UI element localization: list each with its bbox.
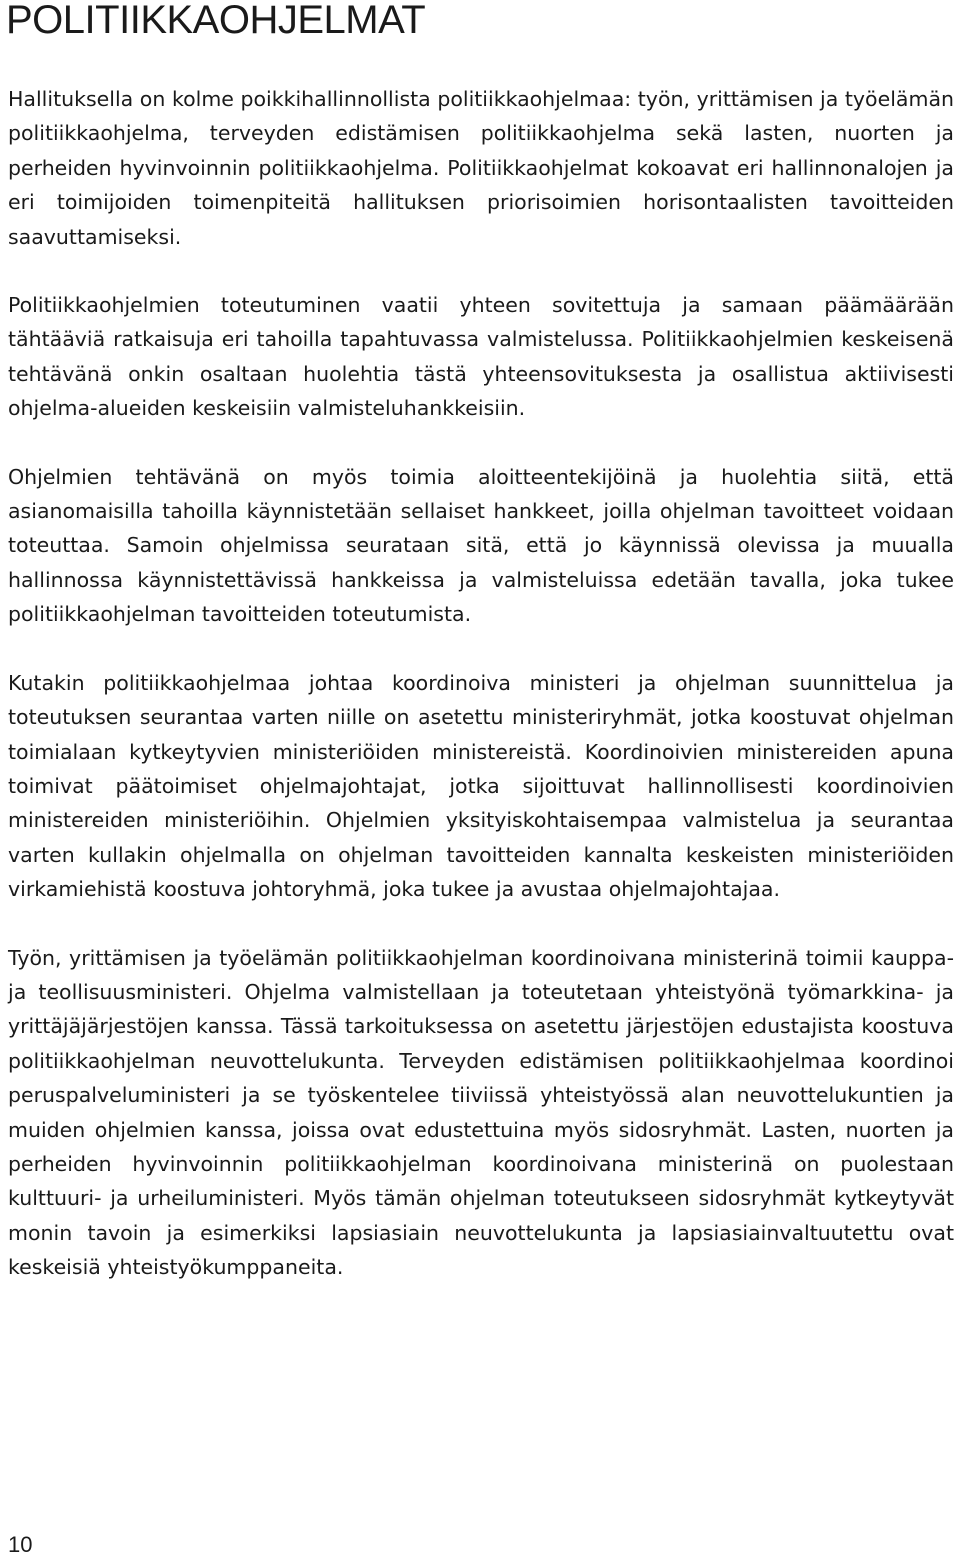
paragraph-5: Työn, yrittämisen ja työelämän politiikkaohjelman koordinoivana ministerinä toimii kauppa- ja teollisuusministeri. Ohjelma valmistellaan ja toteutetaan yhteistyönä työmarkkina- ja yrittäjäjärjestöjen kanssa. Tässä tarkoituksessa on asetettu järjestöjen edustajista koostuva politiikkaohjelman neuvottelukunta. Terveyden edistämisen politiikkaohjelmaa koordinoi peruspalveluministeri ja se työskentelee tiiviissä yhteistyössä alan neuvottelukuntien ja muiden ohjelmien kanssa, joissa ovat edustettuina myös sidosryhmät. Lasten, nuorten ja perheiden hyvinvoinnin politiikkaohjelman koordinoivana ministerinä on puolestaan kulttuuri- ja urheiluministeri. Myös tämän ohjelman toteutukseen sidosryhmät kytkeytyvät monin tavoin ja esimerkiksi lapsiasiain neuvottelukunta ja lapsiasiainvaltuutettu ovat keskeisiä yhteistyökumppaneita.	[8, 945, 954, 1280]
page-number: 10	[8, 1532, 33, 1557]
page-title: POLITIIKKAOHJELMAT	[6, 0, 426, 42]
paragraph-4: Kutakin politiikkaohjelmaa johtaa koordinoiva ministeri ja ohjelman suunnittelua ja toteutuksen seurantaa varten niille on asetettu ministeriryhmät, jotka koostuvat ohjelman toimialaan kytkeytyvien ministeriöiden ministereistä. Koordinoivien ministereiden apuna toimivat päätoimiset ohjelmajohtajat, jotka sijoittuvat hallinnollisesti koordinoivien ministereiden ministeriöihin. Ohjelmien yksityiskohtaisempaa valmistelua ja seurantaa varten kullakin ohjelmalla on ohjelman tavoitteiden kannalta keskeisten ministeriöiden virkamiehistä koostuva johtoryhmä, joka tukee ja avustaa ohjelmajohtajaa.	[8, 670, 954, 902]
paragraph-1: Hallituksella on kolme poikkihallinnollista politiikkaohjelmaa: työn, yrittämisen ja työelämän politiikkaohjelma, terveyden edistämisen politiikkaohjelma sekä lasten, nuorten ja perheiden hyvinvoinnin politiikkaohjelma. Politiikkaohjelmat kokoavat eri hallinnonalojen ja eri toimijoiden toimenpiteitä hallituksen priorisoimien horisontaalisten tavoitteiden saavuttamiseksi.	[8, 87, 954, 249]
paragraph-3: Ohjelmien tehtävänä on myös toimia aloitteentekijöinä ja huolehtia siitä, että asianomaisilla tahoilla käynnistetään sellaiset hankkeet, joilla ohjelman tavoitteet voidaan toteuttaa. Samoin ohjelmissa seurataan sitä, että jo käynnissä olevissa ja muualla hallinnossa käynnistettävissä hankkeissa ja valmisteluissa edetään tavalla, joka tukee politiikkaohjelman tavoitteiden toteutumista.	[8, 464, 954, 627]
body-text	[8, 82, 954, 1319]
paragraph-2: Politiikkaohjelmien toteutuminen vaatii yhteen sovitettuja ja samaan päämäärään tähtääviä ratkaisuja eri tahoilla tapahtuvassa valmistelussa. Politiikkaohjelmien keskeisenä tehtävänä onkin osaltaan huolehtia tästä yhteensovituksesta ja osallistua aktiivisesti ohjelma-alueiden keskeisiin valmisteluhankkeisiin.	[8, 293, 954, 421]
